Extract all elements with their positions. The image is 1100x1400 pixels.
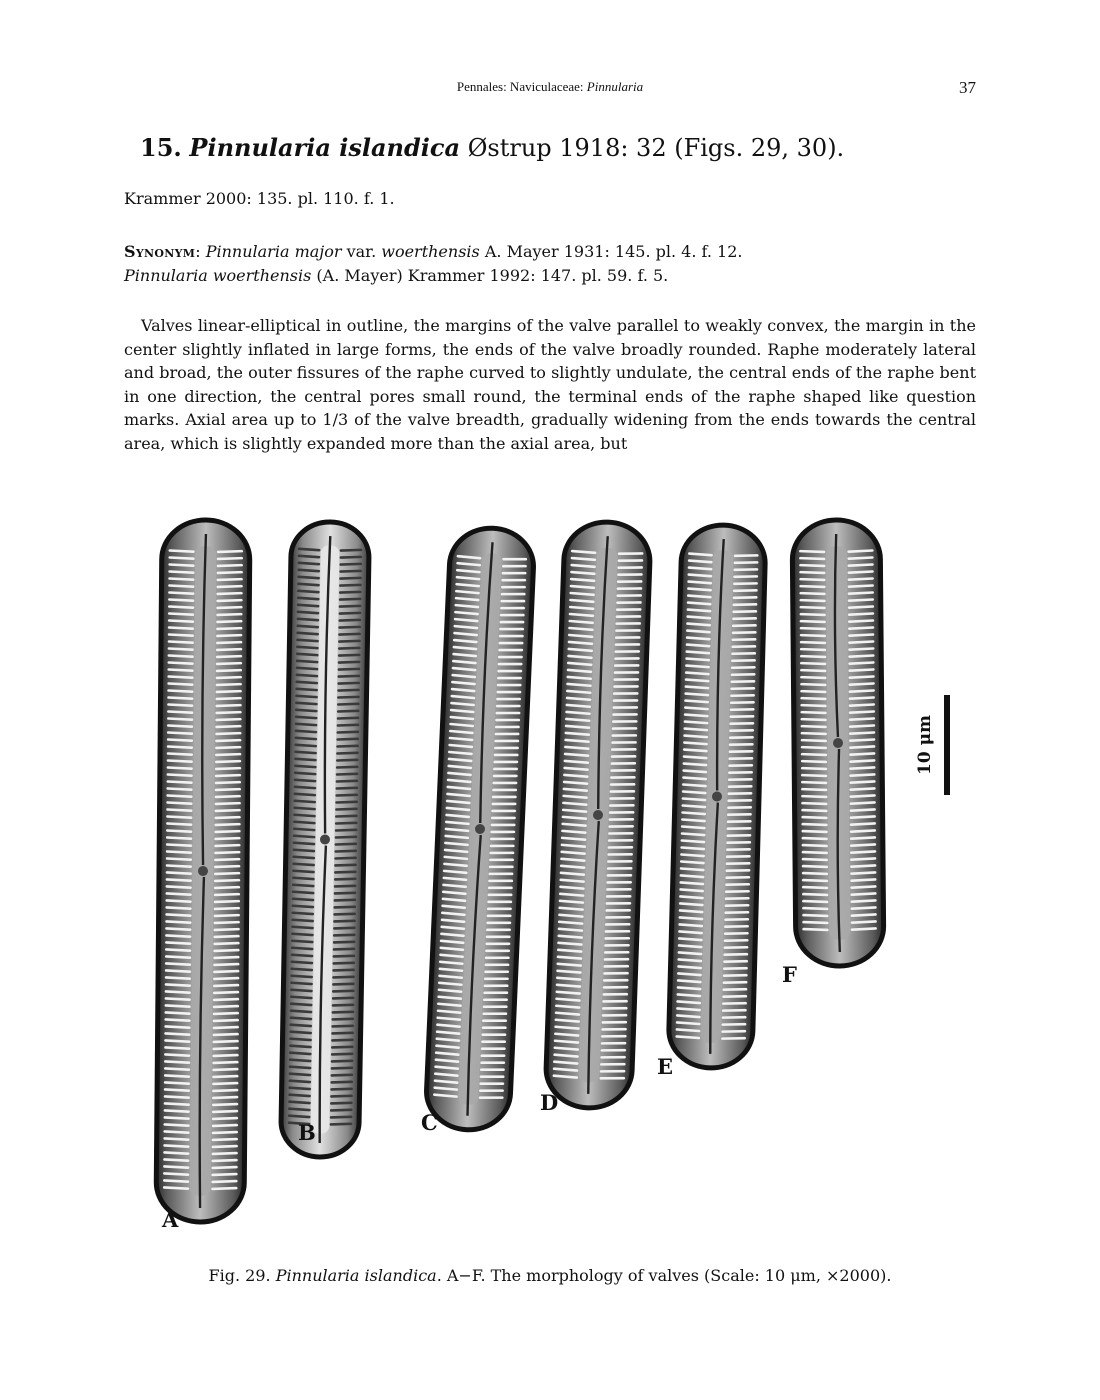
synonym-1-var: var. — [341, 242, 382, 261]
panel-label-c: C — [421, 1110, 438, 1135]
panel-label-a: A — [162, 1207, 179, 1232]
page-number: 37 — [959, 78, 976, 97]
valve-c — [425, 526, 535, 1131]
scale-bar — [944, 695, 950, 795]
synonym-1-citation: A. Mayer 1931: 145. pl. 4. f. 12. — [479, 242, 743, 261]
reference-line: Krammer 2000: 135. pl. 110. f. 1. — [124, 189, 395, 208]
description-paragraph: Valves linear-elliptical in outline, the margins of the valve parallel to weakly convex, the margin in the center slightly inflated in large forms, the ends of the valve broadly rounded. Raphe moderately lateral and broad, the outer fissures of the raphe curved to slightly undulate, the central ends of the raphe bent in one direction, the central pores small round, the terminal ends of the raphe shaped like question marks. Axial area up to 1/3 of the valve breadth, gradually widening from the ends towards the central area, which is slightly expanded more than the axial area, but — [124, 316, 976, 453]
caption-species: Pinnularia islandica — [275, 1266, 437, 1285]
running-head — [0, 79, 1100, 95]
valve-e — [668, 524, 766, 1069]
valve-a — [156, 520, 250, 1223]
figure-29 — [120, 500, 980, 1240]
panel-label-b: B — [298, 1120, 316, 1145]
synonym-1-name: Pinnularia major — [205, 242, 342, 261]
scale-bar-label: 10 μm — [915, 714, 935, 775]
caption-text: . A−F. The morphology of valves (Scale: 10 μm, ×2000). — [436, 1266, 892, 1285]
synonym-line-2 — [124, 264, 742, 288]
caption-prefix: Fig. 29. — [208, 1266, 276, 1285]
panel-label-d: D — [540, 1090, 559, 1115]
synonym-block — [124, 240, 742, 288]
diatom-micrographs — [120, 500, 980, 1240]
species-authority: Østrup 1918: 32 (Figs. 29, 30). — [467, 134, 845, 162]
synonym-label: Synonym — [124, 242, 196, 261]
running-head-prefix: Pennales: Naviculaceae: — [456, 79, 587, 94]
figure-caption — [0, 1266, 1100, 1285]
synonym-2-name: Pinnularia woerthensis — [124, 266, 312, 285]
species-name: Pinnularia islandica — [189, 133, 461, 162]
panel-label-e: E — [657, 1054, 674, 1079]
species-heading — [140, 133, 844, 162]
synonym-line-1: Synonym: Pinnularia major var. woerthensis A. Mayer 1931: 145. pl. 4. f. 12. — [124, 242, 743, 261]
panel-label-f: F — [782, 962, 797, 987]
valve-d — [545, 521, 651, 1110]
synonym-2-citation: (A. Mayer) Krammer 1992: 147. pl. 59. f. 5. — [311, 266, 669, 285]
valve-b — [280, 521, 369, 1157]
valve-f — [792, 520, 884, 967]
synonym-1-var-name: woerthensis — [381, 242, 480, 261]
species-number: 15. — [140, 133, 182, 162]
running-head-genus: Pinnularia — [586, 79, 644, 94]
